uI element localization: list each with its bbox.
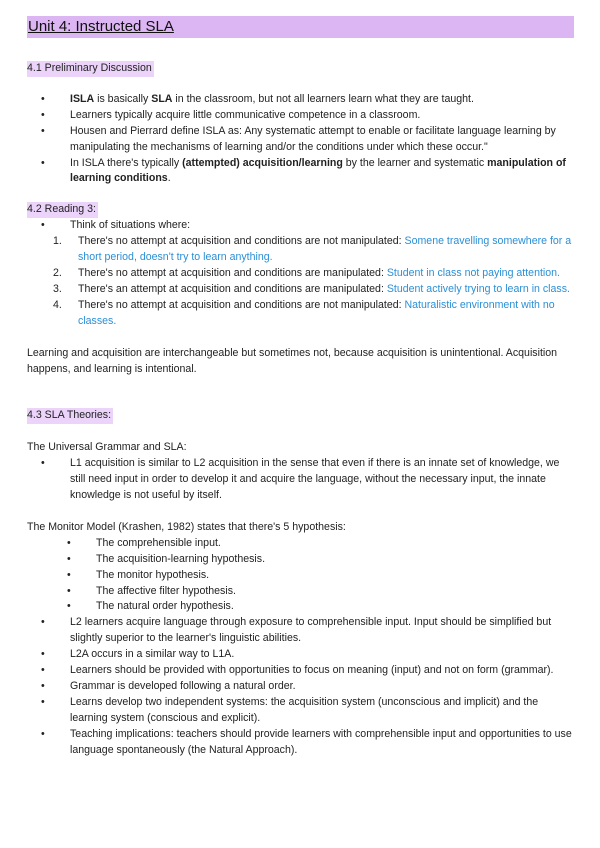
situations-list [27,234,574,329]
list-item: • In ISLA there's typically (attempted) acquisition/learning by the learner and systematic manipulation of learning conditions. [27,156,574,188]
list-item: • Learns develop two independent systems: the acquisition system (unconscious and implicit) and the learning system (conscious and explicit). [27,695,574,727]
section-heading-4-1: 4.1 Preliminary Discussion [27,61,154,77]
list-item: • L2A occurs in a similar way to L1A. [27,647,574,663]
section-4-2-list [27,218,574,234]
title-bar [27,16,574,38]
monitor-model-list [27,615,574,758]
section-4-1 [27,61,574,77]
list-item: • Learners should be provided with opportunities to focus on meaning (input) and not on form (grammar). [27,663,574,679]
list-item: • The comprehensible input. [27,536,574,552]
list-item: • The affective filter hypothesis. [27,584,574,600]
list-item: • Learners typically acquire little communicative competence in a classroom. [27,108,574,124]
list-item: • Teaching implications: teachers should provide learners with comprehensible input and opportunities to use language spontaneously (the Natural Approach). [27,727,574,759]
list-item: • The monitor hypothesis. [27,568,574,584]
document-page [27,16,574,759]
subheading-monitor-model: The Monitor Model (Krashen, 1982) states that there's 5 hypothesis: [27,520,346,533]
hypotheses-list [27,536,574,616]
numbered-item: 1. There's no attempt at acquisition and conditions are not manipulated: Somene travelling somewhere for a short period, doesn't try to learn anything. [53,235,572,264]
list-item: • ISLA is basically SLA in the classroom, but not all learners learn what they are taught. [27,92,574,108]
list-item: • The natural order hypothesis. [27,599,574,615]
list-item: • The acquisition-learning hypothesis. [27,552,574,568]
section-heading-4-3: 4.3 SLA Theories: [27,408,113,424]
universal-grammar-list [27,456,574,504]
section-4-3 [27,408,574,424]
list-item: • Housen and Pierrard define ISLA as: Any systematic attempt to enable or facilitate language learning by manipulating the mechanisms of learning and/or the conditions under which these occur." [27,124,574,156]
list-item: • Think of situations where: [27,218,574,234]
section-4-1-list [27,92,574,187]
section-4-2 [27,202,574,218]
list-item: • L2 learners acquire language through exposure to comprehensible input. Input should be simplified but slightly superior to the learner's linguistic abilities. [27,615,574,647]
list-item: • Grammar is developed following a natural order. [27,679,574,695]
numbered-item: 2. There's no attempt at acquisition and conditions are manipulated: Student in class not paying attention. [53,266,560,279]
page-title: Unit 4: Instructed SLA [28,18,174,35]
subheading-universal-grammar: The Universal Grammar and SLA: [27,441,187,454]
numbered-item: 4. There's no attempt at acquisition and conditions are not manipulated: Naturalistic environment with no classes. [53,298,555,327]
numbered-item: 3. There's an attempt at acquisition and conditions are manipulated: Student actively trying to learn in class. [53,282,570,295]
list-item: • L1 acquisition is similar to L2 acquisition in the sense that even if there is an innate set of knowledge, we still need input in order to develop it and acquire the language, without the necessary input, the innate knowledge is not useful by itself. [27,456,574,504]
section-heading-4-2: 4.2 Reading 3: [27,202,98,218]
paragraph: Learning and acquisition are interchangeable but sometimes not, because acquisition is unintentional. Acquisition happens, and learning is intentional. [27,346,558,375]
